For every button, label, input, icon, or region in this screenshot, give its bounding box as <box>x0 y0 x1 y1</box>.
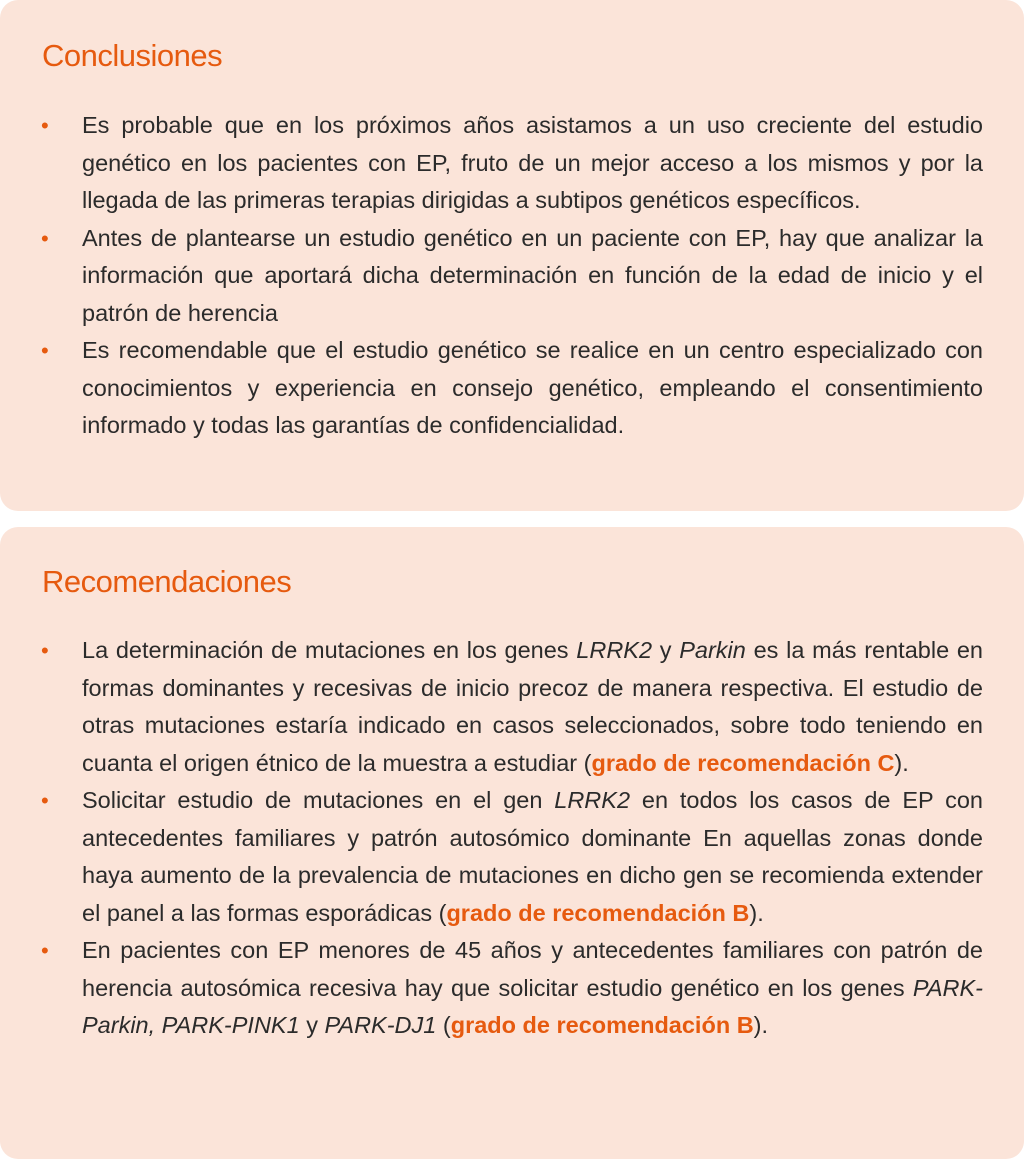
list-item <box>0 782 1024 932</box>
bullet-icon: • <box>41 225 49 251</box>
item-text: Es probable que en los próximos años asistamos a un uso creciente del estudio genético en los pacientes con EP, fruto de un mejor acceso a los mismos y por la llegada de las primeras terapias dirigidas a subtipos genéticos específicos. <box>82 112 983 213</box>
recommendations-title: Recomendaciones <box>42 564 292 599</box>
list-item <box>0 107 1024 220</box>
item-text: Es recomendable que el estudio genético se realice en un centro especializado con conocimientos y experiencia en consejo genético, empleando el consentimiento informado y todas las garantías de confidencialidad. <box>82 337 983 438</box>
bullet-icon: • <box>41 638 49 663</box>
recommendations-list <box>0 632 1024 1045</box>
gene-name: PARK-DJ1 <box>324 1012 437 1038</box>
bullet-icon: • <box>41 938 49 963</box>
conclusions-list <box>0 107 1024 445</box>
recommendation-grade: grado de recomendación C <box>591 749 895 776</box>
item-text: La determinación de mutaciones en los genes LRRK2 y Parkin es la más rentable en formas dominantes y recesivas de inicio precoz de manera respectiva. El estudio de otras mutaciones estaría indicado en casos seleccionados, sobre todo teniendo en cuanta el origen étnico de la muestra a estudiar (grado de recomendación C). <box>82 637 983 776</box>
gene-name: PARK-Parkin, PARK-PINK1 <box>82 974 983 1038</box>
item-text: En pacientes con EP menores de 45 años y antecedentes familiares con patrón de herencia autosómica recesiva hay que solicitar estudio genético en los genes PARK-Parkin, PARK-PINK1 y PARK-DJ1 (grado de recomendación B). <box>82 937 983 1038</box>
recommendation-grade: grado de recomendación B <box>446 899 750 926</box>
list-item <box>0 632 1024 782</box>
list-item <box>0 332 1024 445</box>
item-text: Antes de plantearse un estudio genético en un paciente con EP, hay que analizar la información que aportará dicha determinación en función de la edad de inicio y el patrón de herencia <box>82 224 983 326</box>
gene-name: LRRK2 <box>554 787 631 813</box>
list-item <box>0 932 1024 1045</box>
recommendation-grade: grado de recomendación B <box>450 1012 754 1038</box>
list-item <box>0 220 1024 333</box>
gene-name: LRRK2 <box>576 637 653 663</box>
gene-name: Parkin <box>679 637 746 663</box>
bullet-icon: • <box>41 788 49 813</box>
conclusions-title: Conclusiones <box>42 38 223 73</box>
item-text: Solicitar estudio de mutaciones en el gen LRRK2 en todos los casos de EP con antecedentes familiares y patrón autosómico dominante En aquellas zonas donde haya aumento de la prevalencia de mutaciones en dicho gen se recomienda extender el panel a las formas esporádicas (grado de recomendación B). <box>82 787 983 926</box>
bullet-icon: • <box>41 113 49 138</box>
bullet-icon: • <box>41 338 49 363</box>
